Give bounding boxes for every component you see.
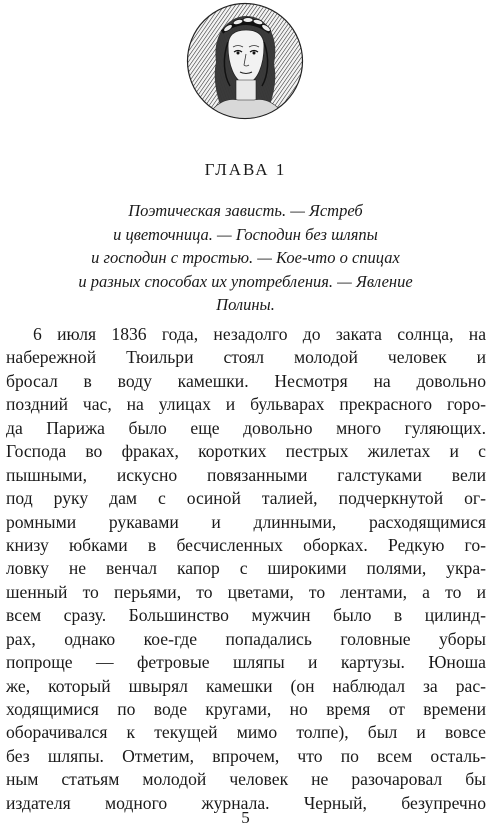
body-line: набережной Тюильри стоял молодой человек и [6,347,486,368]
body-line: без шляпы. Отметим, впрочем, что по всем осталь- [6,745,486,766]
page-number: 5 [241,808,250,827]
body-line: 6 июля 1836 года, незадолго до заката солнца, на [33,324,486,344]
body-line: поздний час, на улицах и бульварах прекрасного горо- [6,394,486,415]
chapter-epigraph [70,199,421,317]
body-line: рах, однако кое-где попадались головные уборы [6,628,486,649]
body-line: книзу юбками в бесчисленных оборках. Редкую го- [6,534,486,555]
body-line: Господа во фраках, коротких пестрых жилетах и с [6,441,486,462]
epigraph-line: Поэтическая зависть. — Ястреб [128,201,363,220]
chapter-title: ГЛАВА 1 [204,160,287,179]
body-line: ходящимися по воде кругами, но время от времени [6,699,486,719]
body-line: шенный то перьями, то цветами, то лентами, а то и [6,581,486,602]
woman-portrait-medallion-icon [186,2,304,120]
body-line: пышными, искусно повязанными галстуками вели [6,464,486,485]
body-line: да Парижа было еще довольно много гуляющих. [6,417,486,438]
body-line: ловку не венчал капор с широкими полями, укра- [6,558,486,579]
body-line: попроще — фетровые шляпы и картузы. Юноша [6,652,486,673]
epigraph-line: и цветочница. — Господин без шляпы [113,224,378,244]
epigraph-line: и господин с тростью. — Кое-что о спицах [91,248,400,267]
body-paragraph [6,323,486,815]
body-line: ным статьям молодой человек не разочаровал бы [6,769,486,790]
body-line: всем сразу. Большинство мужчин было в цилинд- [6,605,486,626]
body-line: ромными рукавами и длинными, расходящимися [6,511,486,532]
body-line: оборачивался к текущей мимо толпе), был и вовсе [6,722,486,743]
epigraph-line: и разных способах их употребления. — Явление [78,271,413,291]
body-line: же, который швырял камешки (он наблюдал за рас- [6,675,486,696]
body-line: под руку дам с осиной талией, подчеркнутой ог- [6,488,486,509]
body-line: издателя модного журнала. Черный, безупречно [6,792,486,813]
body-line: бросал в воду камешки. Несмотря на довольно [6,370,486,391]
epigraph-line: Полины. [216,295,275,314]
